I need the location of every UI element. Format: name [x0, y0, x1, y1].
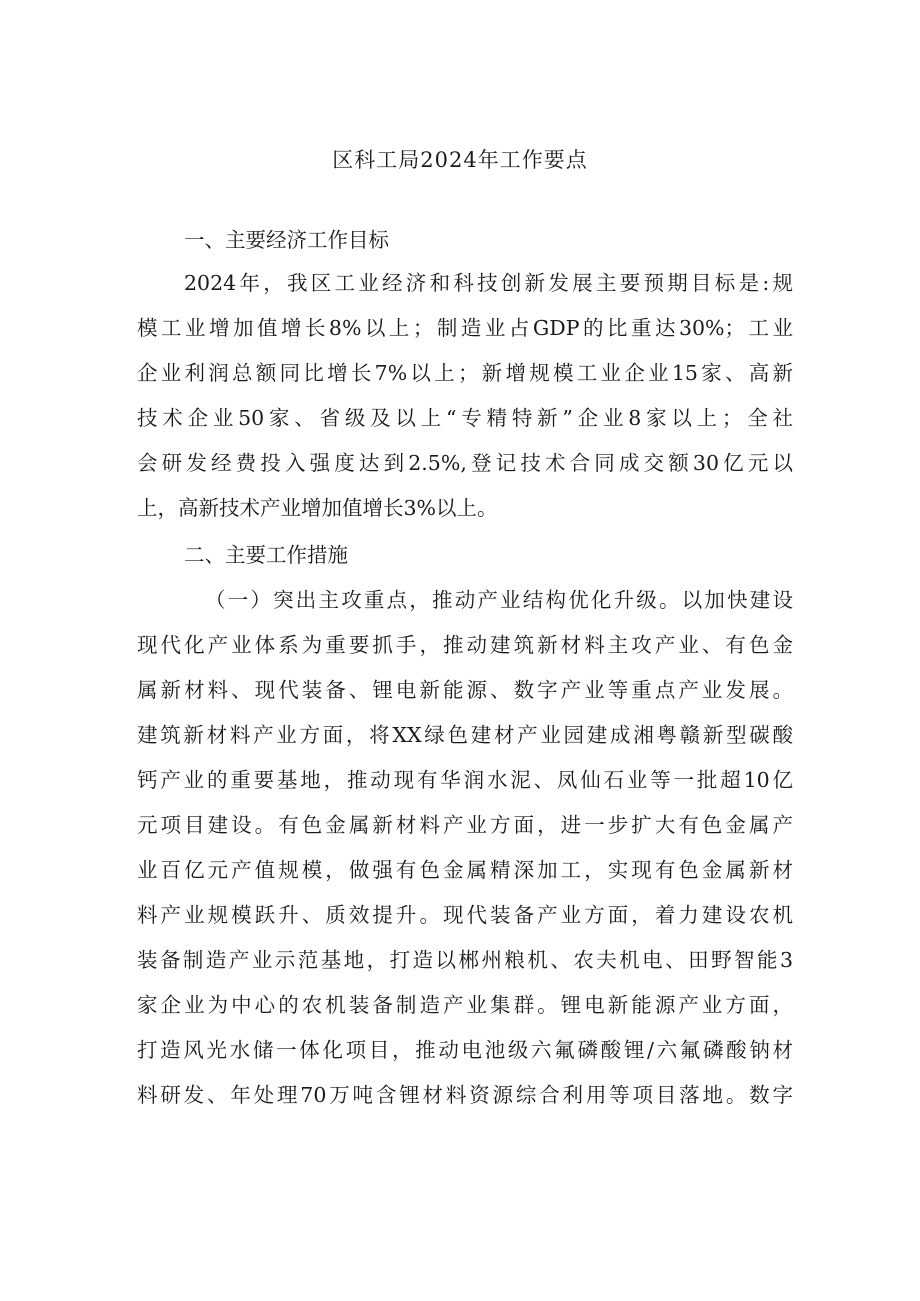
section-heading-2: 二、主要工作措施	[184, 543, 348, 567]
paragraph-line: 业百亿元产值规模，做强有色金属精深加工，实现有色金属新材	[137, 858, 793, 882]
paragraph-line: 模工业增加值增长8%以上；制造业占GDP的比重达30%；工业	[137, 316, 793, 340]
section-heading-1: 一、主要经济工作目标	[184, 228, 389, 252]
paragraph-line: 会研发经费投入强度达到2.5%,登记技术合同成交额30亿元以	[137, 451, 793, 475]
paragraph-line: 家企业为中心的农机装备制造产业集群。锂电新能源产业方面，	[137, 993, 793, 1017]
paragraph-line: 建筑新材料产业方面，将XX绿色建材产业园建成湘粤赣新型碳酸	[137, 723, 793, 747]
paragraph-line: 打造风光水储一体化项目，推动电池级六氟磷酸锂/六氟磷酸钠材	[137, 1038, 793, 1062]
paragraph-line: 料研发、年处理70万吨含锂材料资源综合利用等项目落地。数字	[137, 1083, 793, 1107]
paragraph-line: 2024年，我区工业经济和科技创新发展主要预期目标是:规	[184, 271, 793, 295]
paragraph-line: 上，高新技术产业增加值增长3%以上。	[137, 496, 498, 520]
paragraph-line: 企业利润总额同比增长7%以上；新增规模工业企业15家、高新	[137, 361, 793, 385]
paragraph-line: 料产业规模跃升、质效提升。现代装备产业方面，着力建设农机	[137, 903, 793, 927]
paragraph-line: 现代化产业体系为重要抓手，推动建筑新材料主攻产业、有色金	[137, 633, 793, 657]
paragraph-line: 属新材料、现代装备、锂电新能源、数字产业等重点产业发展。	[137, 678, 793, 702]
document-title: 区科工局2024年工作要点	[332, 148, 588, 172]
paragraph-line: 装备制造产业示范基地，打造以郴州粮机、农夫机电、田野智能3	[137, 948, 793, 972]
paragraph-line: 元项目建设。有色金属新材料产业方面，进一步扩大有色金属产	[137, 813, 793, 837]
paragraph-line: 技术企业50家、省级及以上“专精特新”企业8家以上；全社	[137, 406, 793, 430]
paragraph-line: （一）突出主攻重点，推动产业结构优化升级。以加快建设	[205, 588, 793, 612]
paragraph-line: 钙产业的重要基地，推动现有华润水泥、凤仙石业等一批超10亿	[137, 768, 793, 792]
